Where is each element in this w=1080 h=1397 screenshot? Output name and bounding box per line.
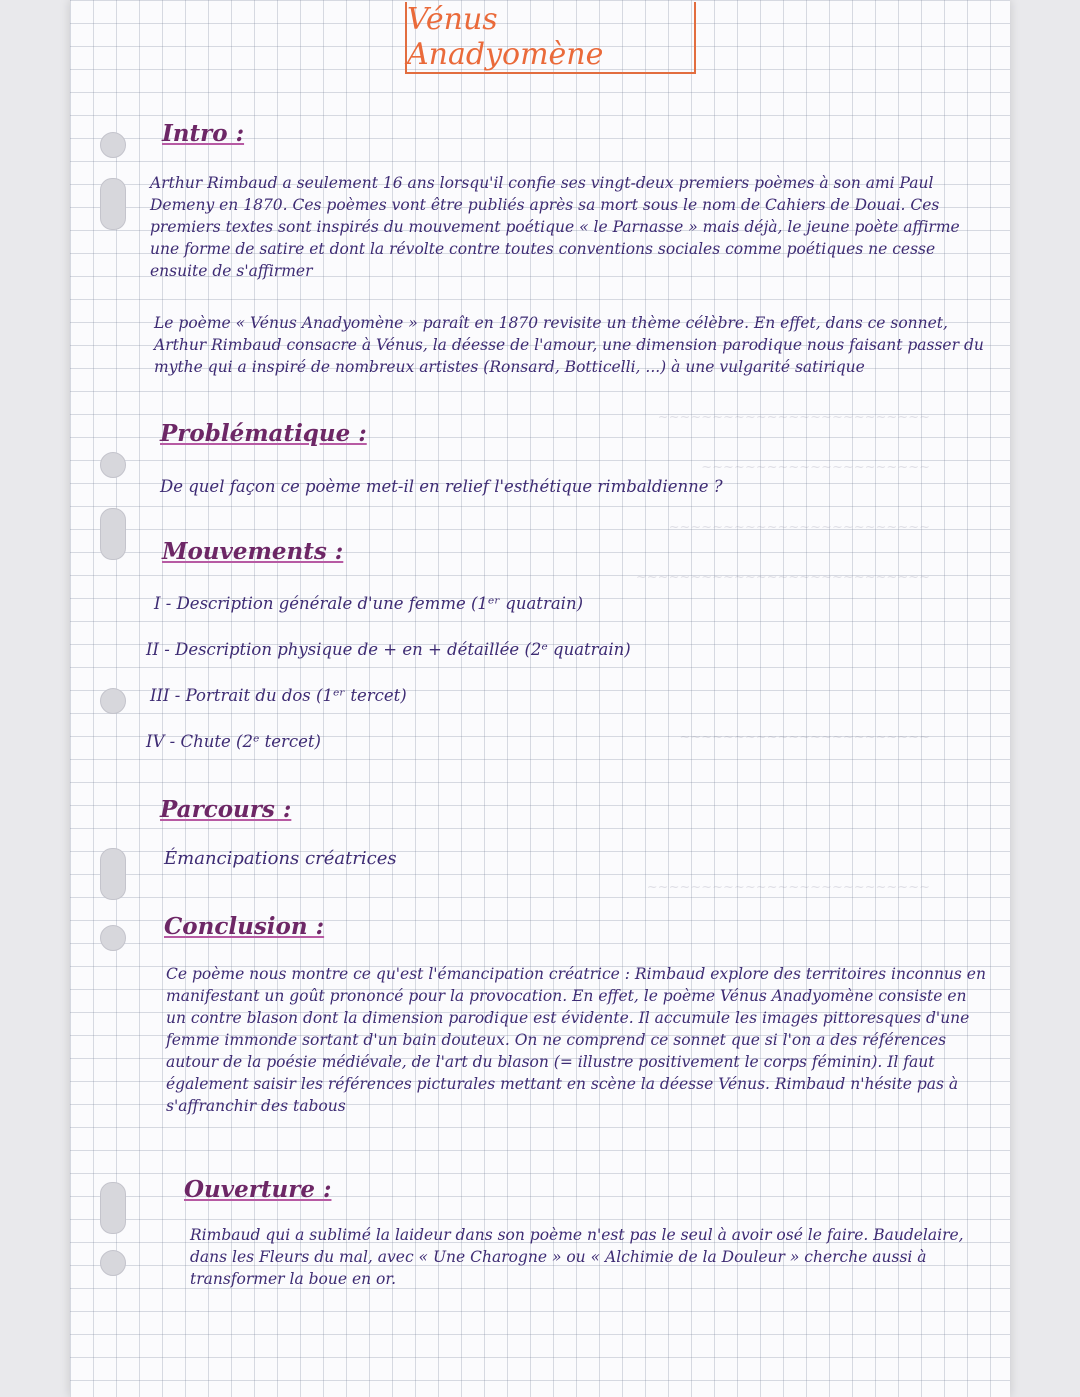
mouvement-item: III - Portrait du dos (1ᵉʳ tercet) (150, 686, 407, 705)
mouvements-heading: Mouvements : (162, 538, 344, 565)
conclusion-text: Ce poème nous montre ce qu'est l'émancipation créatrice : Rimbaud explore des territoires inconnus en manifestant un goût prononcé pour la provocation. En effet, le poème Vénus Anadyomène consiste en un contre blason dont la dimension parodique est évidente. Il accumule les images pittoresques d'une femme immonde sortant d'un bain douteux. On ne comprend ce sonnet que si l'on a des références autour de la poésie médiévale, de l'art du blason (= illustre positivement le corps féminin). Il faut également saisir les références picturales mettant en scène la déesse Vénus. Rimbaud n'hésite pas à s'affranchir des tabous (166, 965, 986, 1115)
intro-paragraph-1: Arthur Rimbaud a seulement 16 ans lorsqu'il confie ses vingt-deux premiers poèmes à son ami Paul Demeny en 1870. Ces poèmes vont être publiés après sa mort sous le nom de Cahiers de Douai. Ces premiers textes sont inspirés du mouvement poétique « le Parnasse » mais déjà, le jeune poète affirme une forme de satire et dont la révolte contre toutes conventions sociales comme poétiques ne cesse ensuite de s'affirmer (150, 174, 960, 280)
mouvement-item: IV - Chute (2ᵉ tercet) (146, 732, 321, 751)
bleed-through-text: ~~~~~~~~~~~~~~~~~~~~~~~~~ (657, 410, 930, 425)
conclusion-heading: Conclusion : (164, 913, 325, 940)
bleed-through-text: ~~~~~~~~~~~~~~~~~~~~~ (701, 460, 930, 475)
parcours-heading: Parcours : (160, 796, 292, 823)
page-title: Vénus Anadyomène (407, 2, 604, 72)
binder-hole (100, 132, 126, 158)
ouverture-heading: Ouverture : (184, 1176, 332, 1203)
bleed-through-text: ~~~~~~~~~~~~~~~~~~~~~~~~~~~ (635, 570, 930, 585)
ouverture-text: Rimbaud qui a sublimé la laideur dans son poème n'est pas le seul à avoir osé le faire. Baudelaire, dans les Fleurs du mal, avec « Une Charogne » ou « Alchimie de la Douleur » cherche aussi à transformer la boue en or. (190, 1226, 964, 1288)
bleed-through-text: ~~~~~~~~~~~~~~~~~~~~~~~~ (668, 520, 930, 535)
binder-hole (100, 178, 126, 230)
binder-hole (100, 508, 126, 560)
problematique-question: De quel façon ce poème met-il en relief l'esthétique rimbaldienne ? (160, 477, 723, 496)
binder-hole (100, 925, 126, 951)
bleed-through-text: ~~~~~~~~~~~~~~~~~~~~~~~~~~ (646, 880, 930, 895)
mouvement-item: II - Description physique de + en + détaillée (2ᵉ quatrain) (146, 640, 631, 659)
problematique-heading: Problématique : (160, 420, 367, 447)
binder-hole (100, 688, 126, 714)
binder-hole (100, 1182, 126, 1234)
title-frame (405, 2, 696, 74)
bleed-through-text: ~~~~~~~~~~~~~~~~~~~~~~~ (679, 730, 930, 745)
mouvement-item: I - Description générale d'une femme (1ᵉʳ quatrain) (154, 594, 584, 613)
binder-hole (100, 452, 126, 478)
parcours-text: Émancipations créatrices (164, 848, 397, 869)
binder-hole (100, 848, 126, 900)
intro-heading: Intro : (162, 120, 245, 147)
notebook-page (70, 0, 1010, 1397)
intro-paragraph-2: Le poème « Vénus Anadyomène » paraît en 1870 revisite un thème célèbre. En effet, dans ce sonnet, Arthur Rimbaud consacre à Vénus, la déesse de l'amour, une dimension parodique nous faisant passer du mythe qui a inspiré de nombreux artistes (Ronsard, Botticelli, ...) à une vulgarité satirique (154, 314, 984, 376)
binder-hole (100, 1250, 126, 1276)
